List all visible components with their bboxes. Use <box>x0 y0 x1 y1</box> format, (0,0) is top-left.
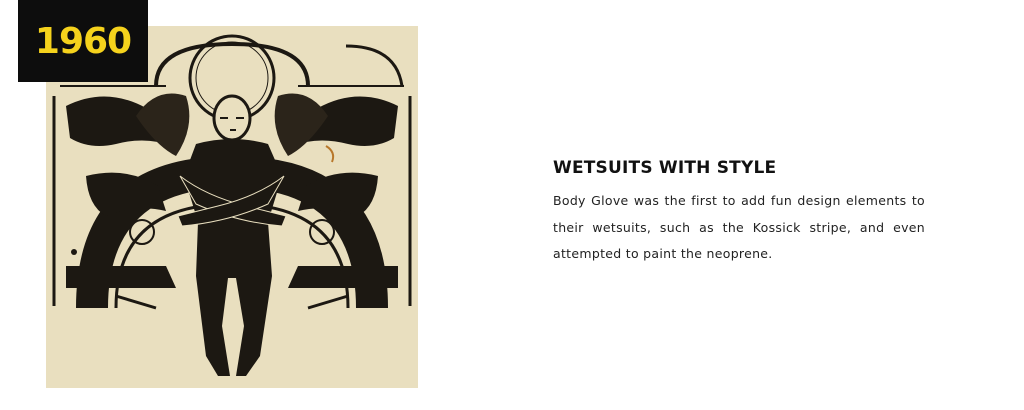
year-label: 1960 <box>34 20 132 62</box>
section-heading: WETSUITS WITH STYLE <box>553 158 777 178</box>
section-body-text: Body Glove was the first to add fun design elements to their wetsuits, such as the Kossick stripe, and even attempted to paint the neoprene. <box>553 193 925 261</box>
year-badge <box>18 0 148 82</box>
description-section <box>553 158 925 268</box>
